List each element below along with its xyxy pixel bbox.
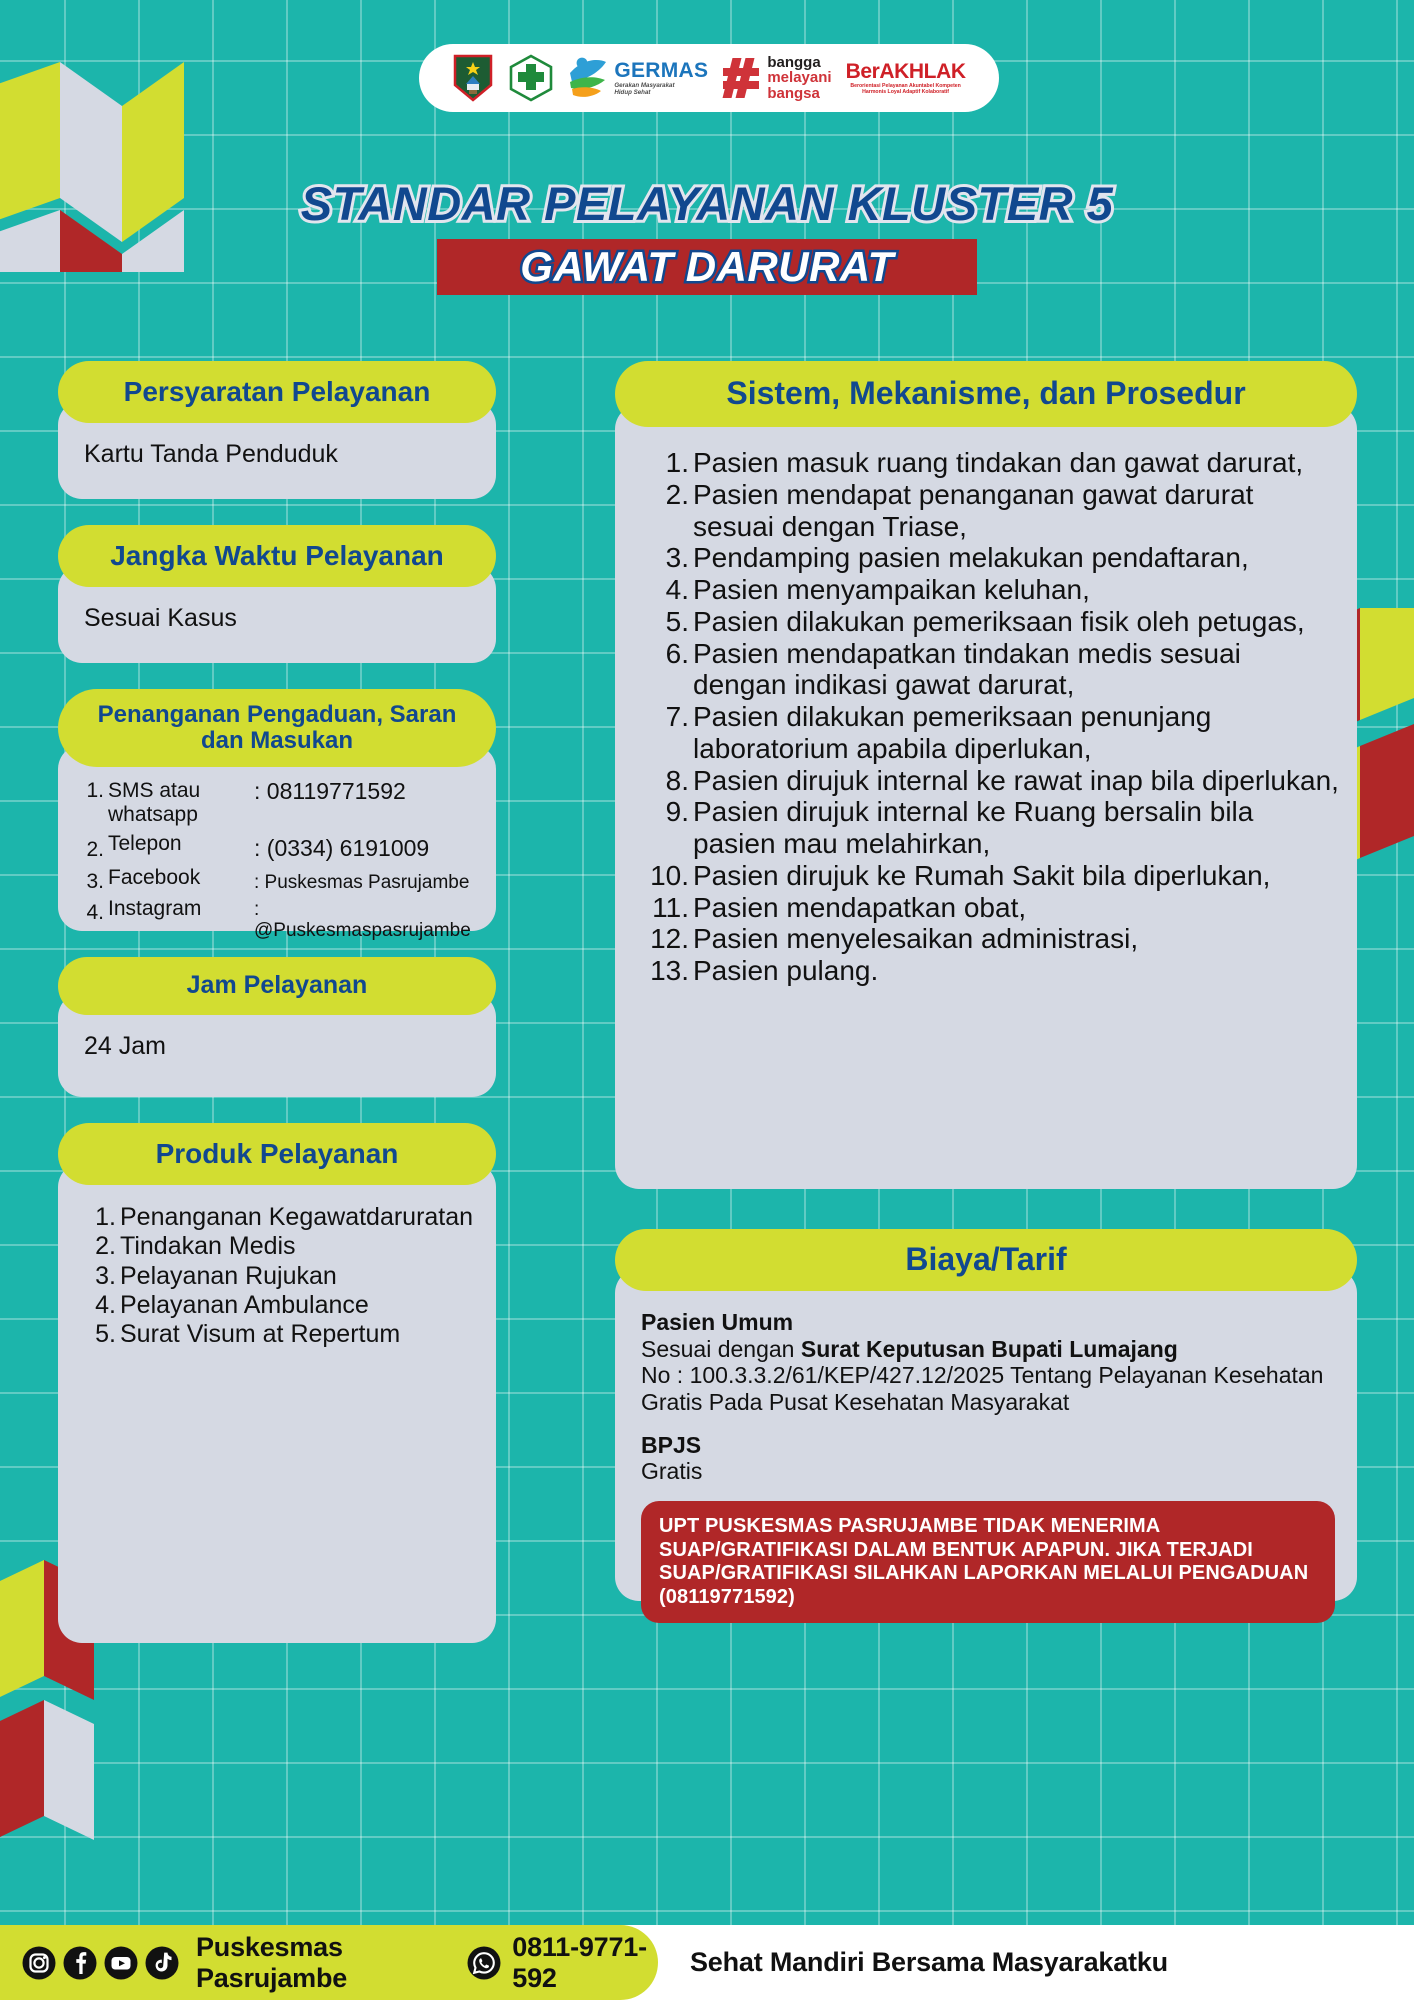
bangga-line1: bangga	[767, 54, 821, 72]
biaya-bpjs-value: Gratis	[641, 1458, 703, 1485]
prosedur-list	[641, 447, 1339, 987]
germas-sub1: Gerakan Masyarakat	[614, 82, 675, 90]
right-column	[615, 361, 1357, 1608]
decorative-chevron-top-left	[0, 62, 198, 272]
section-heading-jam-pelayanan: Jam Pelayanan	[58, 957, 496, 1015]
germas-sub2: Hidup Sehat	[614, 88, 651, 96]
section-biaya-tarif	[615, 1229, 1357, 1608]
section-sistem-mekanisme-prosedur	[615, 361, 1357, 1189]
bangga-line2: melayani	[767, 69, 832, 87]
germas-title: GERMAS	[614, 59, 709, 83]
list-item: Pasien dilakukan pemeriksaan penunjang laboratorium apabila diperlukan,	[693, 701, 1212, 764]
section-penanganan-pengaduan	[58, 689, 496, 942]
list-item: Pasien mendapatkan obat,	[693, 891, 1027, 923]
list-item: Pasien menyelesaikan administrasi,	[693, 923, 1139, 955]
list-item: Pelayanan Rujukan	[120, 1261, 337, 1290]
contact-value-4: : @Puskesmaspasrujambe	[254, 899, 471, 942]
contact-label-2: 2. Telepon	[86, 832, 182, 862]
biaya-bpjs-block	[641, 1432, 1335, 1485]
subtitle-banner	[437, 239, 977, 295]
section-jangka-waktu-pelayanan	[58, 525, 496, 663]
instagram-icon[interactable]	[22, 1946, 56, 1980]
contact-list	[78, 779, 474, 942]
jam-pelayanan-text: 24 Jam	[84, 1032, 166, 1060]
biaya-umum-sk-bold: Surat Keputusan Bupati Lumajang	[800, 1335, 1178, 1362]
berakhlak-sub1: Berorientasi Pelayanan Akuntabel Kompeten	[850, 83, 961, 90]
jangka-waktu-text: Sesuai Kasus	[84, 604, 237, 632]
tiktok-icon[interactable]	[145, 1946, 179, 1980]
list-item: Pasien mendapat penanganan gawat darurat sesuai dengan Triase,	[693, 478, 1254, 542]
list-item: Pasien masuk ruang tindakan dan gawat darurat,	[693, 447, 1304, 478]
footer-whatsapp-number: 0811-9771-592	[512, 1931, 647, 1993]
contact-value-2: : (0334) 6191009	[254, 835, 430, 862]
list-item: Pasien mendapatkan tindakan medis sesuai dengan indikasi gawat darurat,	[693, 637, 1241, 701]
biaya-umum-rest: No : 100.3.3.2/61/KEP/427.12/2025 Tentang Pelayanan Kesehatan Gratis Pada Pusat Kesehatan Masyarakat	[641, 1362, 1324, 1416]
section-produk-pelayanan	[58, 1123, 496, 1643]
section-body-biaya	[615, 1269, 1357, 1608]
produk-list	[82, 1203, 474, 1349]
list-item: Pasien dirujuk ke Rumah Sakit bila diperlukan,	[693, 859, 1271, 891]
biaya-bpjs-label: BPJS	[641, 1431, 702, 1458]
logo-strip	[419, 44, 999, 112]
section-heading-prosedur: Sistem, Mekanisme, dan Prosedur	[615, 361, 1357, 427]
bangga-line3: bangsa	[767, 84, 820, 102]
section-heading-jangka-waktu: Jangka Waktu Pelayanan	[58, 525, 496, 587]
puskesmas-green-cross-logo	[508, 54, 554, 102]
berakhlak-logo	[846, 61, 966, 94]
contact-value-1: : 08119771592	[254, 778, 406, 804]
persyaratan-text: Kartu Tanda Penduduk	[84, 440, 338, 468]
list-item: Pelayanan Ambulance	[120, 1290, 369, 1319]
section-persyaratan-pelayanan	[58, 361, 496, 499]
list-item: Pasien dirujuk internal ke Ruang bersalin bila pasien mau melahirkan,	[693, 796, 1254, 860]
berakhlak-sub2: Harmonis Loyal Adaptif Kolaboratif	[862, 88, 950, 95]
section-heading-biaya: Biaya/Tarif	[615, 1229, 1357, 1291]
list-item: Pendamping pasien melakukan pendaftaran,	[693, 542, 1249, 574]
list-item: Pasien dilakukan pemeriksaan fisik oleh petugas,	[693, 605, 1305, 637]
footer-tagline: Sehat Mandiri Bersama Masyarakatku	[690, 1947, 1168, 1977]
section-heading-pengaduan: Penanganan Pengaduan, Saran dan Masukan	[58, 689, 496, 767]
lumajang-regency-emblem-logo	[452, 53, 494, 103]
list-item: Pasien pulang.	[693, 955, 879, 987]
biaya-umum-label: Pasien Umum	[641, 1309, 794, 1335]
berakhlak-title: BerAKHLAK	[845, 60, 966, 84]
left-column	[58, 361, 496, 1643]
section-heading-produk: Produk Pelayanan	[58, 1123, 496, 1185]
contact-label-4: 4. Instagram	[86, 897, 202, 925]
list-item: Tindakan Medis	[120, 1232, 296, 1261]
contact-value-3: : Puskesmas Pasrujambe	[254, 871, 470, 893]
list-item: Surat Visum at Repertum	[120, 1320, 401, 1348]
youtube-icon[interactable]	[104, 1946, 138, 1980]
page-title: STANDAR PELAYANAN KLUSTER 5	[300, 177, 1114, 230]
list-item: Pasien dirujuk internal ke rawat inap bila diperlukan,	[693, 764, 1339, 796]
bangga-melayani-bangsa-logo	[722, 55, 831, 101]
section-body-produk	[58, 1163, 496, 1643]
list-item: Pasien menyampaikan keluhan,	[693, 574, 1090, 606]
whatsapp-icon[interactable]	[467, 1946, 501, 1980]
footer-bar	[0, 1925, 1414, 2000]
page-subtitle: GAWAT DARURAT	[520, 243, 894, 290]
section-jam-pelayanan	[58, 957, 496, 1097]
contact-label-1: 1. SMS atau whatsapp	[86, 779, 201, 826]
contact-label-3: 3. Facebook	[86, 865, 201, 893]
section-heading-persyaratan: Persyaratan Pelayanan	[58, 361, 496, 423]
germas-logo	[568, 56, 708, 100]
list-item: Penanganan Kegawatdaruratan	[120, 1203, 474, 1231]
footer-contact-pill	[0, 1925, 658, 2000]
section-body-prosedur	[615, 405, 1357, 1189]
gratification-warning-banner: UPT PUSKESMAS PASRUJAMBE TIDAK MENERIMA SUAP/GRATIFIKASI DALAM BENTUK APAPUN. JIKA TERJADI SUAP/GRATIFIKASI SILAHKAN LAPORKAN MELALUI PENGADUAN (08119771592)	[641, 1501, 1335, 1623]
section-body-pengaduan	[58, 745, 496, 942]
facebook-icon[interactable]	[63, 1946, 97, 1980]
footer-organization-name: Puskesmas Pasrujambe	[196, 1931, 348, 1993]
biaya-umum-prefix: Sesuai dengan	[641, 1335, 801, 1362]
biaya-umum-block	[641, 1309, 1335, 1416]
biaya-umum-sk-line	[641, 1336, 1335, 1363]
